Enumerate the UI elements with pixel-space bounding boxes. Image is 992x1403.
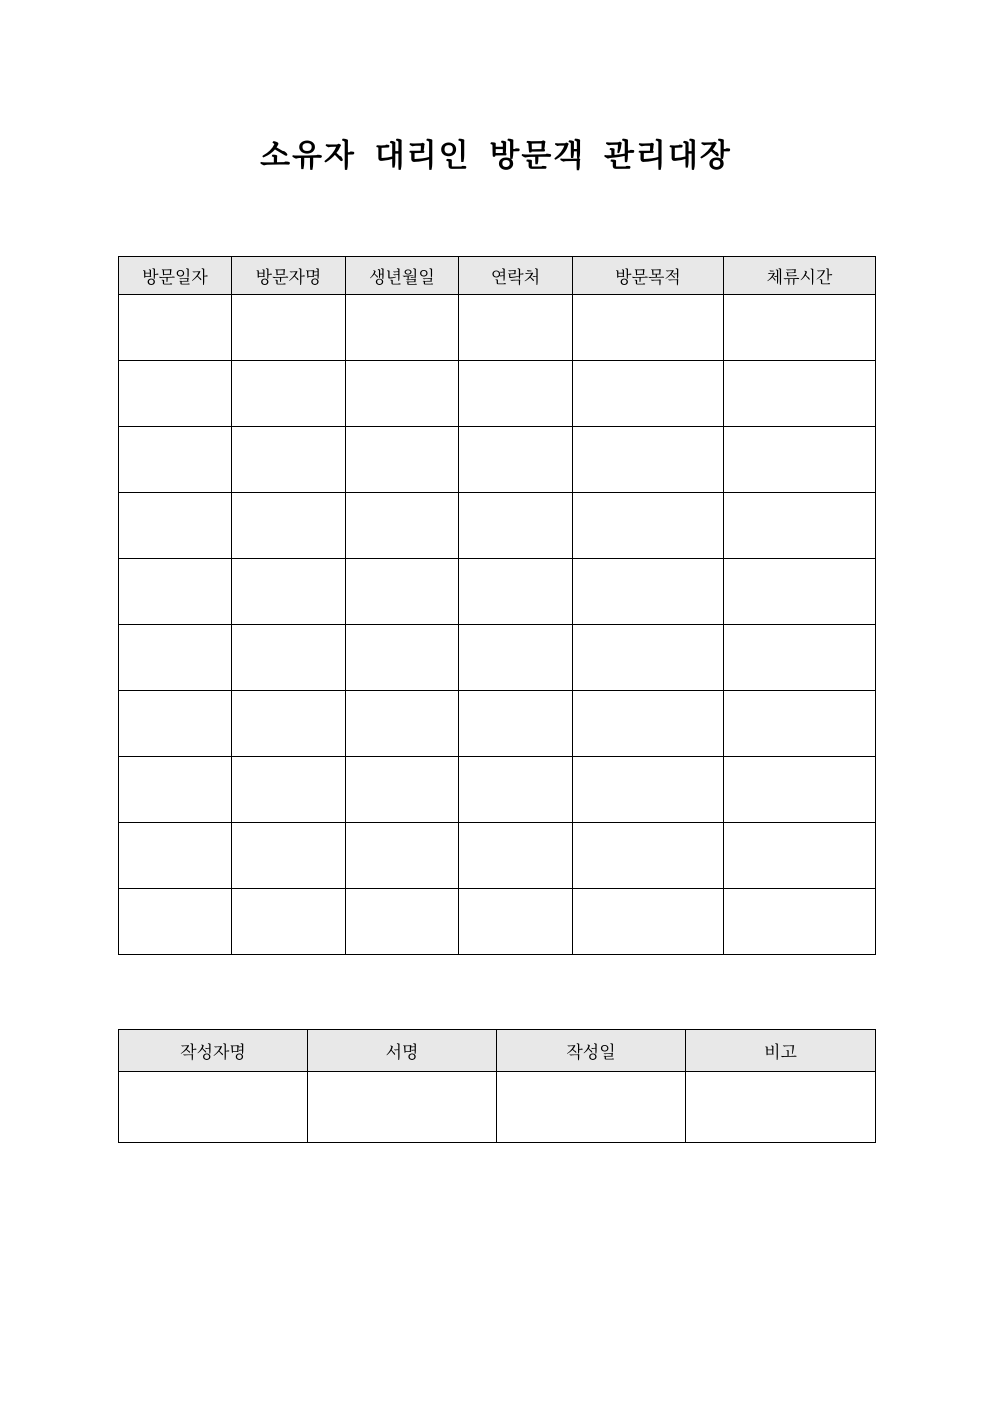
birth-date-cell[interactable] [346, 823, 459, 889]
birth-date-cell[interactable] [346, 889, 459, 955]
signature-cell[interactable] [308, 1072, 497, 1143]
header-signature: 서명 [308, 1030, 497, 1072]
visit-purpose-cell[interactable] [573, 559, 724, 625]
visitor-name-cell[interactable] [232, 559, 346, 625]
visitor-log-header-row [119, 257, 876, 295]
header-birth-date: 생년월일 [346, 257, 459, 295]
birth-date-cell[interactable] [346, 493, 459, 559]
visit-purpose-cell[interactable] [573, 823, 724, 889]
contact-cell[interactable] [459, 691, 573, 757]
header-visit-date: 방문일자 [119, 257, 232, 295]
contact-cell[interactable] [459, 361, 573, 427]
visitor-name-cell[interactable] [232, 691, 346, 757]
birth-date-cell[interactable] [346, 559, 459, 625]
visit-date-cell[interactable] [119, 625, 232, 691]
header-stay-duration: 체류시간 [724, 257, 876, 295]
visitor-name-cell[interactable] [232, 295, 346, 361]
remarks-cell[interactable] [686, 1072, 876, 1143]
visitor-name-cell[interactable] [232, 823, 346, 889]
visit-date-cell[interactable] [119, 361, 232, 427]
contact-cell[interactable] [459, 625, 573, 691]
stay-duration-cell[interactable] [724, 361, 876, 427]
stay-duration-cell[interactable] [724, 625, 876, 691]
contact-cell[interactable] [459, 427, 573, 493]
table-row [119, 889, 876, 955]
header-written-date: 작성일 [497, 1030, 686, 1072]
birth-date-cell[interactable] [346, 757, 459, 823]
table-row [119, 361, 876, 427]
birth-date-cell[interactable] [346, 361, 459, 427]
contact-cell[interactable] [459, 823, 573, 889]
visit-purpose-cell[interactable] [573, 427, 724, 493]
stay-duration-cell[interactable] [724, 427, 876, 493]
visit-date-cell[interactable] [119, 295, 232, 361]
stay-duration-cell[interactable] [724, 295, 876, 361]
visit-purpose-cell[interactable] [573, 361, 724, 427]
writer-header-row [119, 1030, 876, 1072]
visit-purpose-cell[interactable] [573, 757, 724, 823]
header-visit-purpose: 방문목적 [573, 257, 724, 295]
header-visitor-name: 방문자명 [232, 257, 346, 295]
visitor-name-cell[interactable] [232, 427, 346, 493]
visit-date-cell[interactable] [119, 691, 232, 757]
visit-purpose-cell[interactable] [573, 691, 724, 757]
stay-duration-cell[interactable] [724, 493, 876, 559]
stay-duration-cell[interactable] [724, 757, 876, 823]
visit-purpose-cell[interactable] [573, 295, 724, 361]
visit-purpose-cell[interactable] [573, 889, 724, 955]
table-row [119, 559, 876, 625]
writer-name-cell[interactable] [119, 1072, 308, 1143]
contact-cell[interactable] [459, 757, 573, 823]
table-row [119, 625, 876, 691]
contact-cell[interactable] [459, 493, 573, 559]
visit-date-cell[interactable] [119, 559, 232, 625]
stay-duration-cell[interactable] [724, 559, 876, 625]
visit-date-cell[interactable] [119, 493, 232, 559]
header-writer-name: 작성자명 [119, 1030, 308, 1072]
visit-date-cell[interactable] [119, 757, 232, 823]
visitor-name-cell[interactable] [232, 493, 346, 559]
visit-date-cell[interactable] [119, 823, 232, 889]
visit-date-cell[interactable] [119, 889, 232, 955]
birth-date-cell[interactable] [346, 691, 459, 757]
page-title: 소유자 대리인 방문객 관리대장 [260, 138, 732, 174]
visitor-log-table [118, 256, 876, 955]
table-row [119, 427, 876, 493]
table-row [119, 757, 876, 823]
header-remarks: 비고 [686, 1030, 876, 1072]
table-row [119, 691, 876, 757]
visit-date-cell[interactable] [119, 427, 232, 493]
contact-cell[interactable] [459, 295, 573, 361]
writer-info-table [118, 1029, 876, 1143]
written-date-cell[interactable] [497, 1072, 686, 1143]
birth-date-cell[interactable] [346, 625, 459, 691]
stay-duration-cell[interactable] [724, 889, 876, 955]
stay-duration-cell[interactable] [724, 823, 876, 889]
visitor-name-cell[interactable] [232, 889, 346, 955]
birth-date-cell[interactable] [346, 427, 459, 493]
table-row [119, 295, 876, 361]
visitor-name-cell[interactable] [232, 361, 346, 427]
contact-cell[interactable] [459, 559, 573, 625]
writer-input-row [119, 1072, 876, 1143]
visit-purpose-cell[interactable] [573, 493, 724, 559]
birth-date-cell[interactable] [346, 295, 459, 361]
visitor-name-cell[interactable] [232, 625, 346, 691]
visit-purpose-cell[interactable] [573, 625, 724, 691]
visitor-name-cell[interactable] [232, 757, 346, 823]
header-contact: 연락처 [459, 257, 573, 295]
stay-duration-cell[interactable] [724, 691, 876, 757]
contact-cell[interactable] [459, 889, 573, 955]
table-row [119, 493, 876, 559]
table-row [119, 823, 876, 889]
